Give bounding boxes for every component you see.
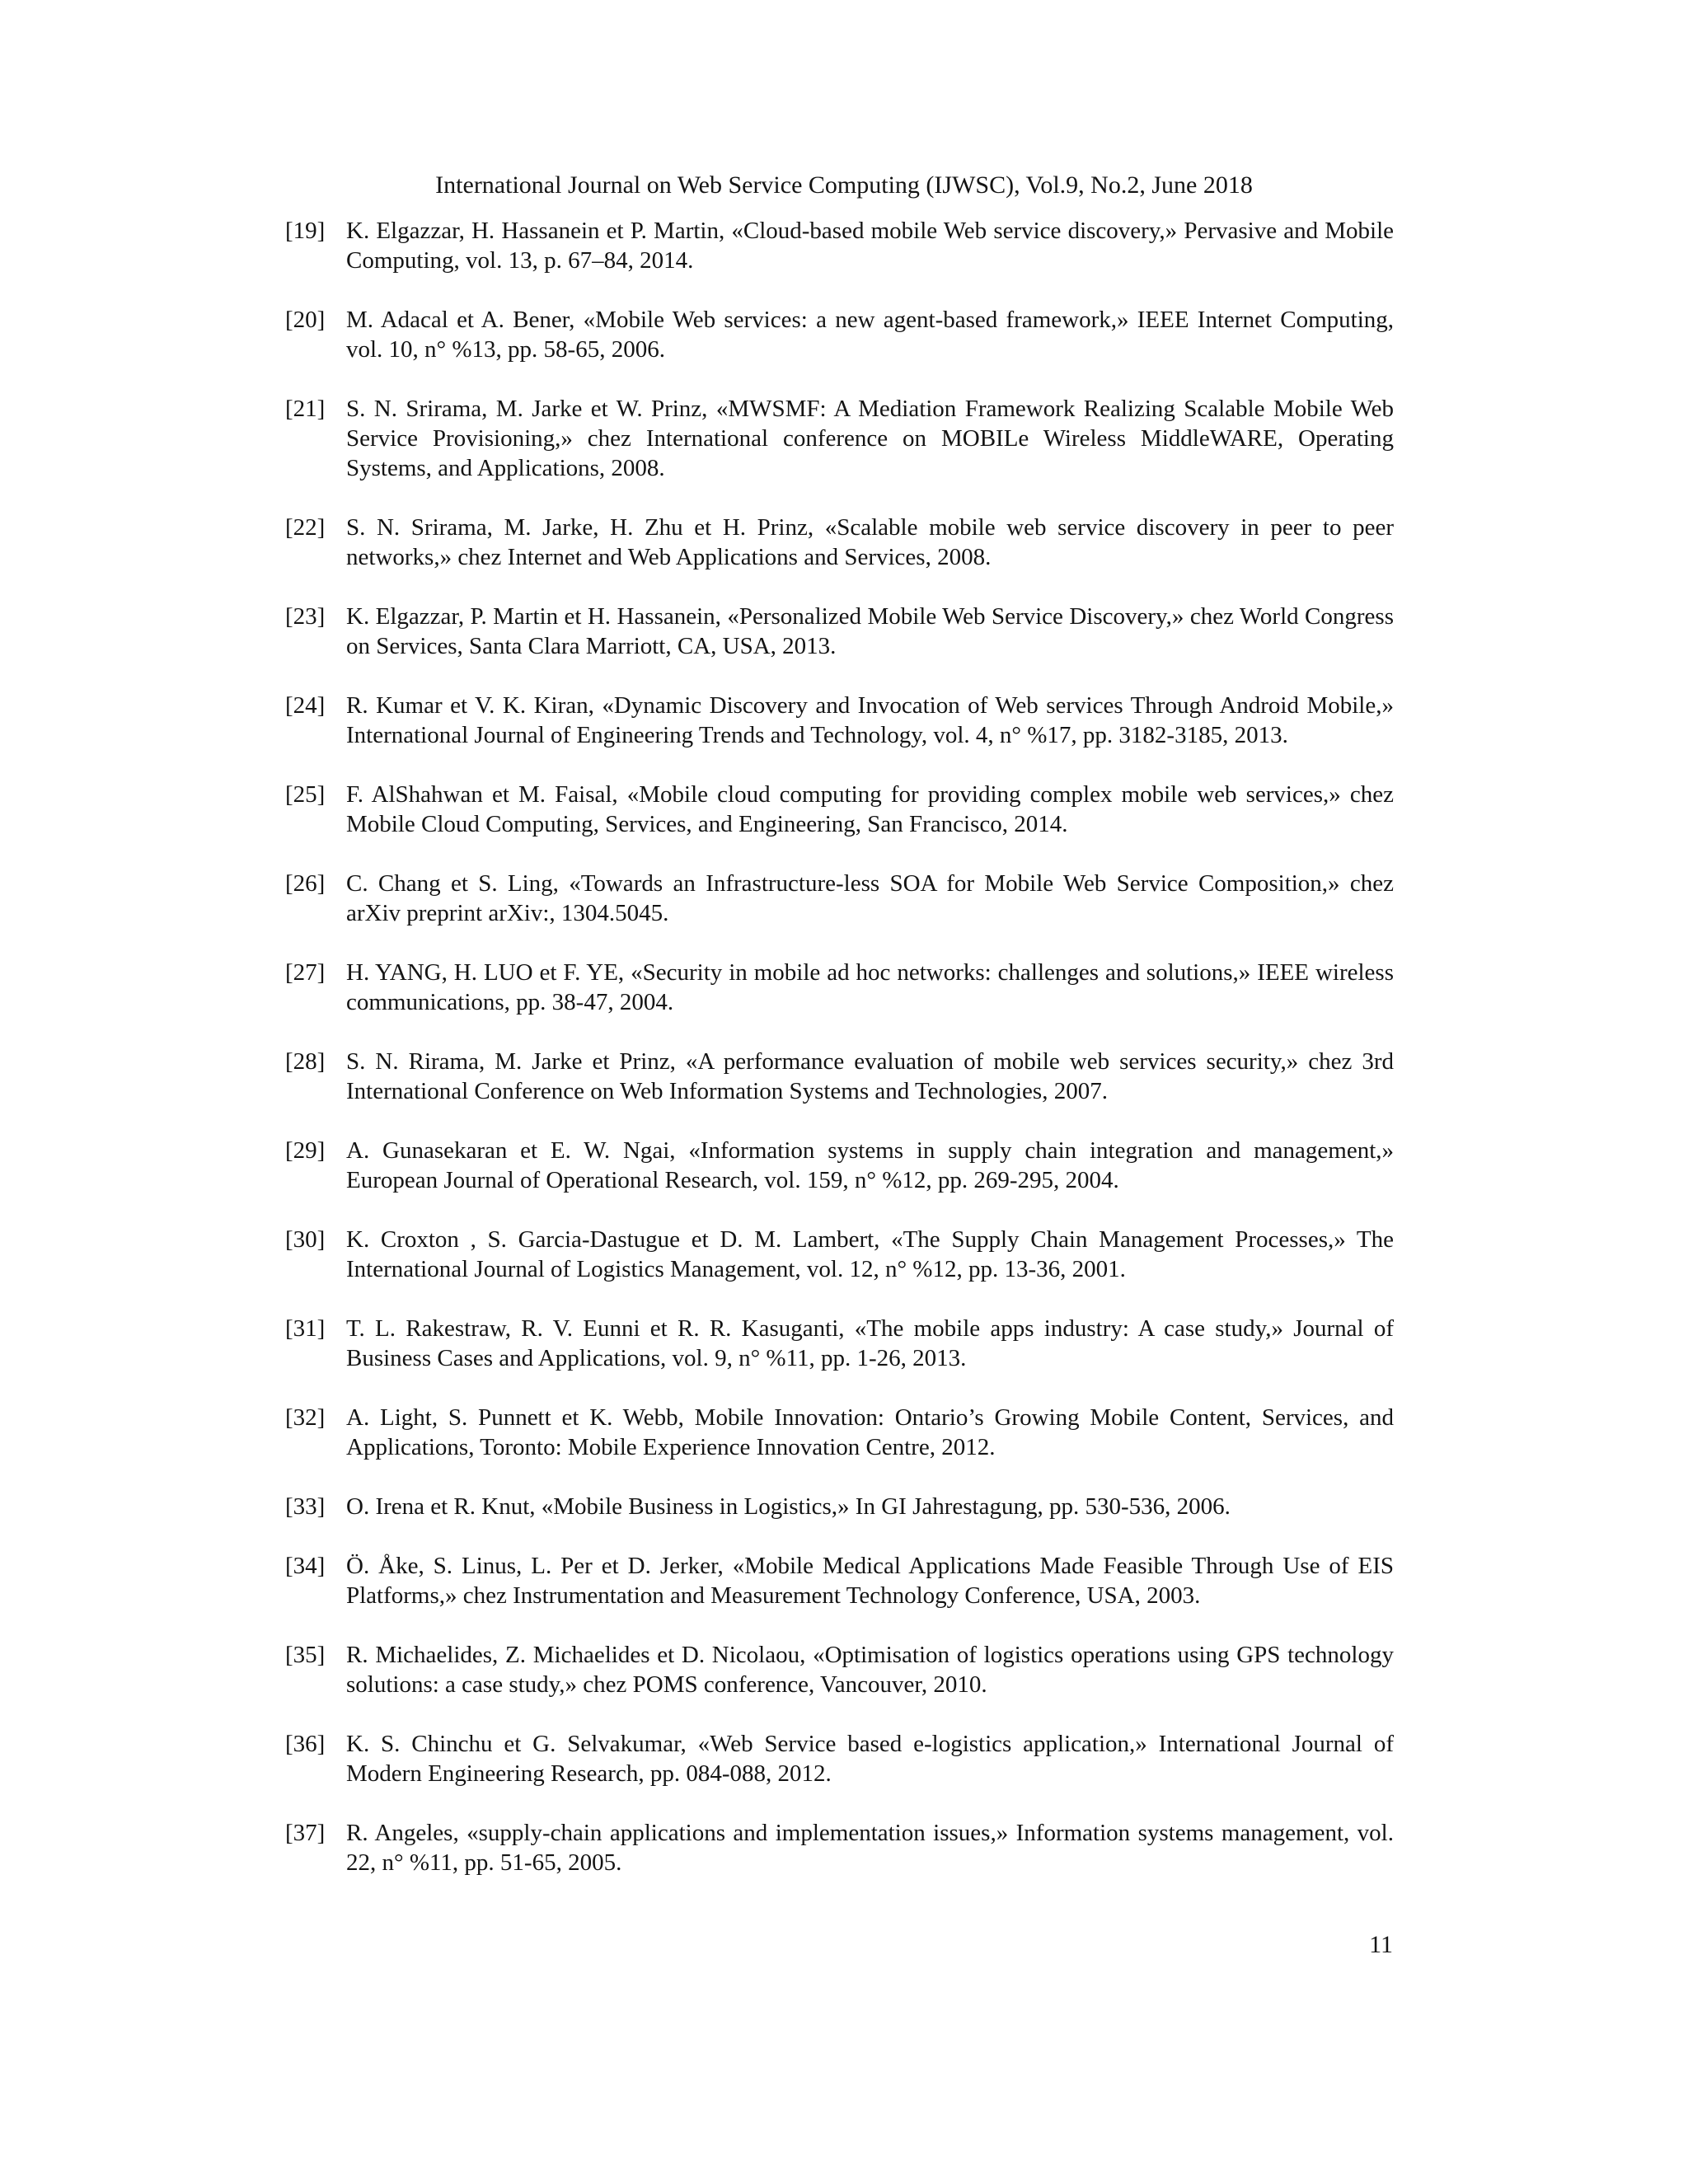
reference-number: [24]: [285, 692, 326, 719]
reference-item: [285, 958, 1394, 1017]
reference-text: O. Irena et R. Knut, «Mobile Business in Logistics,» In GI Jahrestagung, pp. 530-536, 2006.: [346, 1493, 1231, 1520]
reference-number: [35]: [285, 1642, 326, 1668]
reference-text: K. Croxton , S. Garcia-Dastugue et D. M. Lambert, «The Supply Chain Management Processes,» The International Journal of Logistics Management, vol. 12, n° %12, pp. 13-36, 2001.: [346, 1226, 1394, 1282]
reference-text: S. N. Rirama, M. Jarke et Prinz, «A performance evaluation of mobile web services security,» chez 3rd International Conference on Web Information Systems and Technologies, 2007.: [346, 1048, 1394, 1104]
reference-text: H. YANG, H. LUO et F. YE, «Security in mobile ad hoc networks: challenges and solutions,» IEEE wireless communications, pp. 38-47, 2004.: [346, 959, 1394, 1015]
reference-item: [285, 1136, 1394, 1195]
reference-item: [285, 513, 1394, 572]
reference-number: [22]: [285, 514, 326, 541]
reference-item: [285, 1729, 1394, 1788]
reference-number: [29]: [285, 1137, 326, 1164]
reference-item: [285, 780, 1394, 839]
reference-item: [285, 1551, 1394, 1610]
reference-number: [37]: [285, 1820, 326, 1846]
reference-number: [21]: [285, 396, 326, 422]
reference-text: K. S. Chinchu et G. Selvakumar, «Web Service based e-logistics application,» International Journal of Modern Engineering Research, pp. 084-088, 2012.: [346, 1731, 1394, 1787]
reference-text: K. Elgazzar, P. Martin et H. Hassanein, «Personalized Mobile Web Service Discovery,» chez World Congress on Services, Santa Clara Marriott, CA, USA, 2013.: [346, 603, 1394, 659]
page-number: 11: [1369, 1931, 1393, 1958]
reference-item: [285, 602, 1394, 661]
reference-item: [285, 1403, 1394, 1462]
reference-number: [23]: [285, 603, 326, 630]
reference-text: F. AlShahwan et M. Faisal, «Mobile cloud computing for providing complex mobile web services,» chez Mobile Cloud Computing, Services, and Engineering, San Francisco, 2014.: [346, 781, 1394, 837]
running-header: International Journal on Web Service Computing (IJWSC), Vol.9, No.2, June 2018: [435, 171, 1253, 199]
reference-text: R. Kumar et V. K. Kiran, «Dynamic Discovery and Invocation of Web services Through Android Mobile,» International Journal of Engineering Trends and Technology, vol. 4, n° %17, pp. 3182-3185, 2013.: [346, 692, 1394, 748]
reference-item: [285, 305, 1394, 364]
reference-text: A. Gunasekaran et E. W. Ngai, «Information systems in supply chain integration and management,» European Journal of Operational Research, vol. 159, n° %12, pp. 269-295, 2004.: [346, 1137, 1394, 1193]
reference-item: [285, 1314, 1394, 1373]
reference-list: [285, 216, 1394, 1907]
reference-number: [33]: [285, 1493, 326, 1520]
reference-number: [34]: [285, 1553, 326, 1579]
reference-text: R. Angeles, «supply-chain applications and implementation issues,» Information systems management, vol. 22, n° %11, pp. 51-65, 2005.: [346, 1820, 1394, 1876]
reference-item: [285, 216, 1394, 275]
reference-number: [31]: [285, 1315, 326, 1342]
reference-item: [285, 869, 1394, 928]
reference-item: [285, 1818, 1394, 1877]
reference-item: [285, 691, 1394, 750]
reference-number: [19]: [285, 218, 326, 244]
reference-item: [285, 1225, 1394, 1284]
reference-text: S. N. Srirama, M. Jarke et W. Prinz, «MWSMF: A Mediation Framework Realizing Scalable Mobile Web Service Provisioning,» chez International conference on MOBILe Wireless MiddleWARE, Operating Systems, and Applications, 2008.: [346, 396, 1394, 481]
reference-number: [26]: [285, 870, 326, 897]
reference-number: [36]: [285, 1731, 326, 1757]
reference-number: [25]: [285, 781, 326, 808]
reference-number: [20]: [285, 307, 326, 333]
reference-text: Ö. Åke, S. Linus, L. Per et D. Jerker, «Mobile Medical Applications Made Feasible Through Use of EIS Platforms,» chez Instrumentation and Measurement Technology Conference, USA, 2003.: [346, 1553, 1394, 1609]
reference-item: [285, 1640, 1394, 1699]
reference-text: R. Michaelides, Z. Michaelides et D. Nicolaou, «Optimisation of logistics operations using GPS technology solutions: a case study,» chez POMS conference, Vancouver, 2010.: [346, 1642, 1394, 1698]
reference-item: [285, 1047, 1394, 1106]
reference-text: M. Adacal et A. Bener, «Mobile Web services: a new agent-based framework,» IEEE Internet Computing, vol. 10, n° %13, pp. 58-65, 2006.: [346, 307, 1394, 363]
reference-number: [32]: [285, 1404, 326, 1431]
reference-item: [285, 394, 1394, 483]
reference-text: A. Light, S. Punnett et K. Webb, Mobile Innovation: Ontario’s Growing Mobile Content, Services, and Applications, Toronto: Mobile Experience Innovation Centre, 2012.: [346, 1404, 1394, 1460]
reference-number: [28]: [285, 1048, 326, 1075]
reference-number: [30]: [285, 1226, 326, 1253]
reference-item: [285, 1492, 1394, 1521]
reference-number: [27]: [285, 959, 326, 986]
reference-text: T. L. Rakestraw, R. V. Eunni et R. R. Kasuganti, «The mobile apps industry: A case study,» Journal of Business Cases and Applications, vol. 9, n° %11, pp. 1-26, 2013.: [346, 1315, 1394, 1371]
reference-text: C. Chang et S. Ling, «Towards an Infrastructure-less SOA for Mobile Web Service Composition,» chez arXiv preprint arXiv:, 1304.5045.: [346, 870, 1394, 926]
reference-text: S. N. Srirama, M. Jarke, H. Zhu et H. Prinz, «Scalable mobile web service discovery in peer to peer networks,» chez Internet and Web Applications and Services, 2008.: [346, 514, 1394, 570]
reference-text: K. Elgazzar, H. Hassanein et P. Martin, «Cloud-based mobile Web service discovery,» Pervasive and Mobile Computing, vol. 13, p. 67–84, 2014.: [346, 218, 1394, 274]
